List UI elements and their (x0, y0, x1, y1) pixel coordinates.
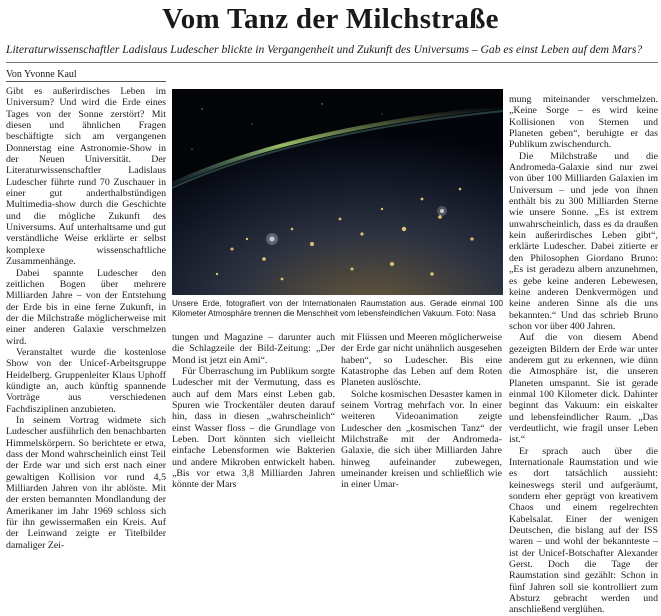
earth-at-night-icon (172, 89, 503, 295)
paragraph: Dabei spannte Ludescher den zeitlichen Bogen über mehrere Milliarden Jahre – von der Entstehung der Erde bis in eine ferne Zukunft, in der die Milchstraße möglicherweise mit einer anderen Galaxie verschmelzen wird. (6, 267, 166, 347)
paragraph: Gibt es außerirdisches Leben im Universum? Und wird die Erde eines Tages von der Sonne zerstört? Mit diesen und ähnlichen Fragen beschäftigte sich am vergangenen Donnerstag eine Astronomie-Show in der Neuen Universität. Der Literaturwissenschaftler Ladislaus Ludescher führte rund 70 Zuschauer in einer gut anderthalbstündigen Multimedia-show durch die Geschichte und die mögliche Zukunft des Universums. Auf unterhaltsame und gut verständliche Weise erklärte er selbst komplexe wissenschaftliche Zusammenhänge. (6, 86, 166, 268)
photo-caption: Unsere Erde, fotografiert von der Internationalen Raumstation aus. Gerade einmal 100 Kilometer Atmosphäre trennen die Menschheit vom lebensfeindlichen Vakuum. Foto: Nasa (172, 299, 503, 319)
article-column-2 (172, 332, 335, 491)
byline: Von Yvonne Kaul (6, 69, 77, 80)
paragraph: Auf die von diesem Abend gezeigten Bildern der Erde war unter anderem gut zu erkennen, wie dünn die Atmosphäre ist, die unseren Planeten umspannt. Sie ist gerade einmal 100 Kilometer dick. Dahinter beginnt das Vakuum: ein eiskalter und lebensfeindlicher Raum. „Das verdeutlicht, wie fragil unser Leben ist.“ (509, 332, 658, 446)
byline-divider (6, 81, 166, 82)
header-divider (6, 62, 658, 63)
article-column-1 (6, 86, 166, 551)
paragraph: Veranstaltet wurde die kostenlose Show von der Unicef-Arbeitsgruppe Heidelberg. Gruppenleiter Klaus Uphoff kündigte an, auch künftig spannende Vorträge aus verschiedenen Fachdisziplinen anzubieten. (6, 346, 166, 415)
paragraph: In seinem Vortrag widmete sich Ludescher ausführlich den benachbarten Himmelskörpern. So berichtete er etwa, dass der Mond wahrscheinlich einst Teil der Erde war und sich erst nach einer gewaltigen Kollision vor rund 4,5 Milliarden Jahren von ihr ablöste. Mit der ersten bemannten Mondlandung der Amerikaner im Jahr 1969 schloss sich für ihn gewissermaßen ein Kreis. Auf der Leinwand zeigte er Titelbilder damaliger Zei- (6, 414, 166, 551)
paragraph: tungen und Magazine – darunter auch die Schlagzeile der Bild-Zeitung: „Der Mond ist jetzt ein Ami“. (172, 332, 335, 366)
paragraph: Er sprach auch über die Internationale Raumstation und wie es dort tatsächlich aussieht: keineswegs steril und aufgeräumt, sondern eher geprägt von kreativem Chaos und einem regelrechten Kabelsalat. Einer der wenigen Deutschen, die bislang auf der ISS waren – und wohl der bekannteste – ist der Unicef-Botschafter Alexander Gerst. Doch die Tage der Raumstation sind gezählt: Schon in fünf Jahren soll sie kontrolliert zum Absturz gebracht werden und anschließend verglühen. (509, 445, 658, 616)
article-column-4 (509, 94, 658, 616)
earth-at-night-photo (172, 89, 503, 295)
article-column-3 (341, 332, 502, 491)
subheadline: Literaturwissenschaftler Ladislaus Ludescher blickte in Vergangenheit und Zukunft des Universums – Gab es einst Leben auf dem Mars? (6, 43, 643, 56)
paragraph: mung miteinander verschmelzen. „Keine Sorge – es wird keine Kollisionen von Sternen und Planeten geben“, beruhigte er das Publikum zwischendurch. (509, 94, 658, 151)
paragraph: Die Milchstraße und die Andromeda-Galaxie sind nur zwei von über 100 Milliarden Galaxien im Universum – und jede von ihnen enthält bis zu 300 Milliarden Sterne wie unsere Sonne. „Es ist extrem unwahrscheinlich, dass es da draußen kein außerirdisches Leben gibt“, erklärte Ludescher. Dabei zitierte er den Philosophen Giordano Bruno: „Es ist geradezu albern anzunehmen, es gebe keine anderen Lebewesen, keine anderen Denkvermögen und keine anderen Sinne als die uns bekannten.“ Und das schrieb Bruno schon vor über 400 Jahren. (509, 150, 658, 332)
paragraph: mit Flüssen und Meeren möglicherweise der Erde gar nicht unähnlich ausgesehen haben“, so Ludescher. Bis eine Katastrophe das Leben auf dem Roten Planeten auslöschte. (341, 332, 502, 389)
headline: Vom Tanz der Milchstraße (162, 3, 499, 35)
paragraph: Solche kosmischen Desaster kamen in seinem Vortrag mehrfach vor. In einer weiteren Videoanimation zeigte Ludescher den „kosmischen Tanz“ der Milchstraße mit der Andromeda-Galaxie, die sich über Milliarden Jahre hinweg aufeinander zubewegen, umeinander kreisen und schließlich wie in einer Umar- (341, 388, 502, 491)
paragraph: Für Überraschung im Publikum sorgte Ludescher mit der Vermutung, dass es auch auf dem Mars einst Leben gab. Spuren wie Trockentäler deuten darauf hin, dass in diesen „wahrscheinlich“ einst Wasser floss – die Grundlage von Leben. Dort könnten sich vielleicht einfache Lebensformen wie Bakterien und andere Mikroben entwickelt haben. „Bis vor etwa 3,8 Milliarden Jahren könnte der Mars (172, 366, 335, 491)
